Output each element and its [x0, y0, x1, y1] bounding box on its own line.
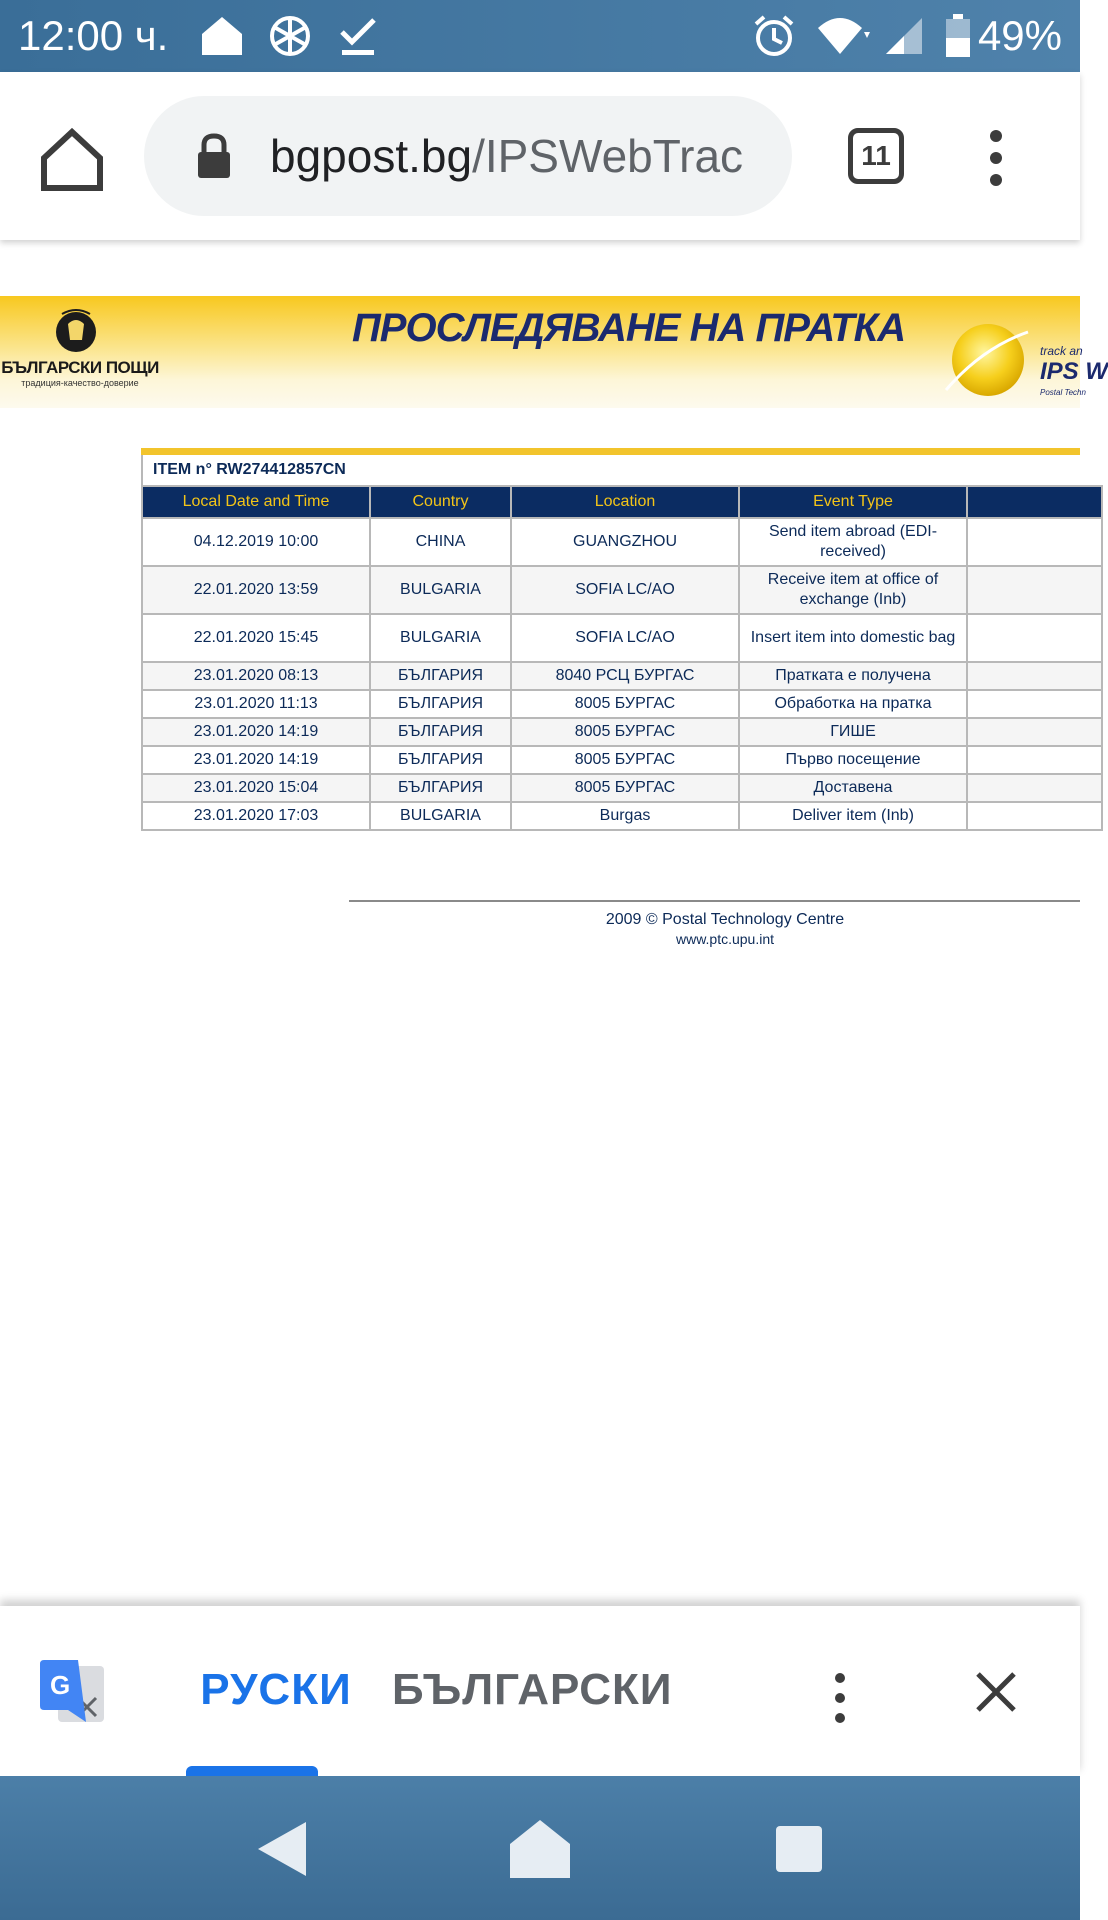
tab-language-bulgarian[interactable]: БЪЛГАРСКИ — [392, 1665, 673, 1714]
tab-language-russian[interactable]: РУСКИ — [200, 1665, 352, 1714]
cell-country: БЪЛГАРИЯ — [370, 774, 511, 802]
browser-toolbar — [0, 72, 1080, 240]
battery-icon — [944, 14, 972, 58]
battery-percent: 49% — [977, 12, 1062, 59]
events-header-row — [142, 486, 1102, 518]
shutter-icon — [268, 14, 312, 58]
cell-extra — [967, 518, 1102, 566]
cell-event: Insert item into domestic bag — [739, 614, 967, 662]
cell-location: SOFIA LC/AO — [511, 614, 739, 662]
status-time: 12:00 ч. — [18, 12, 169, 59]
brand-tagline: традиция-качество-доверие — [21, 378, 139, 388]
column-header-country: Country — [370, 486, 511, 518]
table-row — [142, 566, 1102, 614]
google-translate-icon — [38, 1658, 106, 1726]
bulgarian-posts-brand: БЪЛГАРСКИ ПОЩИ — [1, 358, 159, 377]
alarm-icon — [752, 14, 796, 58]
cell-event: Доставена — [739, 774, 967, 802]
tab-switcher-button[interactable]: 11 — [848, 128, 904, 184]
tab-selected-indicator — [186, 1766, 318, 1776]
banner-ips-logo: IPS W — [1040, 358, 1108, 385]
cell-date: 23.01.2020 17:03 — [142, 802, 370, 830]
wifi-icon — [816, 14, 872, 58]
cell-extra — [967, 802, 1102, 830]
cell-location: SOFIA LC/AO — [511, 566, 739, 614]
url-text[interactable] — [270, 128, 743, 184]
back-icon[interactable] — [254, 1818, 310, 1880]
close-icon[interactable] — [972, 1668, 1020, 1716]
cell-country: BULGARIA — [370, 614, 511, 662]
cell-event: Receive item at office of exchange (Inb) — [739, 566, 967, 614]
table-row — [142, 802, 1102, 830]
cell-event: ГИШЕ — [739, 718, 967, 746]
tracking-results — [141, 448, 1080, 831]
cell-country: BULGARIA — [370, 802, 511, 830]
column-header-location: Location — [511, 486, 739, 518]
cell-location: 8005 БУРГАС — [511, 774, 739, 802]
url-path: /IPSWebTrac — [472, 130, 744, 182]
table-row — [142, 746, 1102, 774]
banner-ptc-caption: Postal Techn — [1040, 388, 1086, 397]
signal-icon — [882, 14, 926, 58]
svg-text:G: G — [50, 1670, 71, 1700]
more-options-icon[interactable] — [976, 126, 1016, 190]
cell-event: Пратката е получена — [739, 662, 967, 690]
cell-event: Deliver item (Inb) — [739, 802, 967, 830]
cell-date: 23.01.2020 15:04 — [142, 774, 370, 802]
cell-location: 8005 БУРГАС — [511, 690, 739, 718]
table-row — [142, 718, 1102, 746]
cell-location: GUANGZHOU — [511, 518, 739, 566]
cell-location: 8040 РСЦ БУРГАС — [511, 662, 739, 690]
events-table — [141, 485, 1103, 831]
translate-more-options-icon[interactable] — [828, 1672, 852, 1724]
system-nav-bar — [0, 1776, 1080, 1920]
table-row — [142, 518, 1102, 566]
column-header-date: Local Date and Time — [142, 486, 370, 518]
home-button-icon[interactable] — [36, 124, 108, 196]
cell-date: 04.12.2019 10:00 — [142, 518, 370, 566]
column-header-extra — [967, 486, 1102, 518]
banner-track-caption: track an — [1040, 344, 1083, 358]
table-row — [142, 662, 1102, 690]
recents-icon[interactable] — [774, 1824, 824, 1874]
lock-icon — [194, 132, 234, 180]
cell-date: 22.01.2020 13:59 — [142, 566, 370, 614]
cell-extra — [967, 690, 1102, 718]
cell-country: CHINA — [370, 518, 511, 566]
cell-extra — [967, 662, 1102, 690]
cell-date: 23.01.2020 11:13 — [142, 690, 370, 718]
ips-globe-logo — [942, 318, 1030, 400]
cell-date: 23.01.2020 14:19 — [142, 718, 370, 746]
home-icon — [200, 14, 244, 58]
cell-extra — [967, 774, 1102, 802]
footer-copyright: 2009 © Postal Technology Centre — [605, 911, 845, 928]
cell-date: 23.01.2020 08:13 — [142, 662, 370, 690]
item-number: ITEM n° RW274412857CN — [141, 455, 1080, 485]
cell-extra — [967, 718, 1102, 746]
url-bar[interactable] — [144, 96, 792, 216]
tracking-banner — [0, 296, 1108, 408]
table-row — [142, 690, 1102, 718]
cell-extra — [967, 614, 1102, 662]
table-row — [142, 774, 1102, 802]
column-header-event-type: Event Type — [739, 486, 967, 518]
cell-location: Burgas — [511, 802, 739, 830]
home-nav-icon[interactable] — [508, 1816, 572, 1880]
cell-event: Send item abroad (EDI-received) — [739, 518, 967, 566]
table-row — [142, 614, 1102, 662]
footer-link[interactable]: www.ptc.upu.int — [675, 931, 775, 947]
cell-location: 8005 БУРГАС — [511, 718, 739, 746]
cell-date: 23.01.2020 14:19 — [142, 746, 370, 774]
url-host: bgpost.bg — [270, 130, 473, 182]
cell-event: Първо посещение — [739, 746, 967, 774]
cell-country: БЪЛГАРИЯ — [370, 690, 511, 718]
footer-divider — [349, 900, 1080, 902]
cell-country: БЪЛГАРИЯ — [370, 718, 511, 746]
cell-country: BULGARIA — [370, 566, 511, 614]
cell-date: 22.01.2020 15:45 — [142, 614, 370, 662]
status-bar — [0, 0, 1080, 72]
cell-extra — [967, 746, 1102, 774]
cell-extra — [967, 566, 1102, 614]
translate-bar — [0, 1606, 1080, 1776]
bulgarian-posts-lion-logo — [48, 302, 104, 358]
cell-country: БЪЛГАРИЯ — [370, 662, 511, 690]
banner-title: ПРОСЛЕДЯВАНЕ НА ПРАТКА — [352, 306, 906, 350]
download-done-icon — [336, 14, 380, 58]
cell-location: 8005 БУРГАС — [511, 746, 739, 774]
cell-event: Обработка на пратка — [739, 690, 967, 718]
cell-country: БЪЛГАРИЯ — [370, 746, 511, 774]
